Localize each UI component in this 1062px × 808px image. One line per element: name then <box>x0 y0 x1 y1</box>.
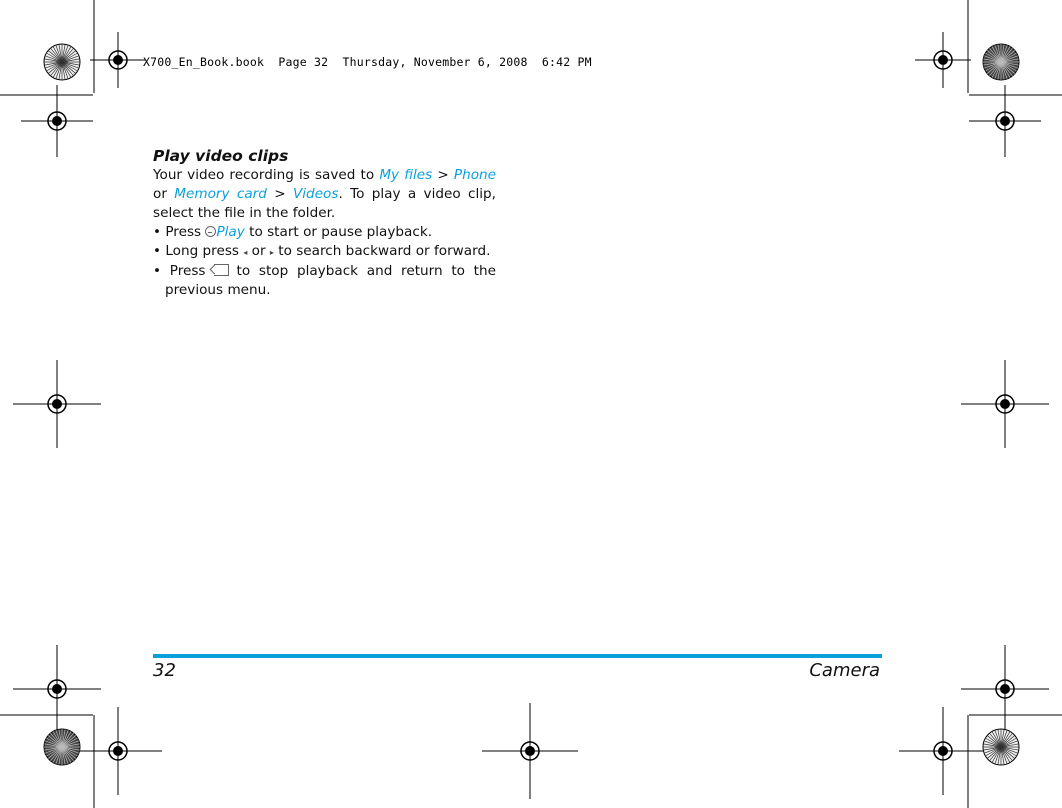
bullet-stop-suffix: to stop playback and return to the previous menu. <box>165 263 496 298</box>
registration-target <box>13 360 101 448</box>
bullet-stop <box>153 262 496 300</box>
registration-target <box>969 85 1041 157</box>
phone-link[interactable]: Phone <box>453 167 496 183</box>
star-target <box>44 44 80 80</box>
footer-accent-bar <box>153 654 882 658</box>
registration-target <box>90 32 146 88</box>
back-key-icon <box>214 264 229 276</box>
registration-target <box>915 32 971 88</box>
videos-link[interactable]: Videos <box>292 186 339 202</box>
bullet-play-prefix: • Press <box>153 224 206 240</box>
registration-target <box>482 703 578 799</box>
bullet-seek-mid: or <box>247 243 270 259</box>
star-target <box>983 44 1019 80</box>
intro-text-3: . To play a video clip, select the file in the folder. <box>153 186 496 221</box>
section-name: Camera <box>809 660 880 681</box>
bullet-play-suffix: to start or pause playback. <box>244 224 433 240</box>
registration-target <box>21 85 93 157</box>
bullet-stop-prefix: • Press <box>153 263 206 279</box>
star-target <box>983 729 1019 765</box>
bullet-seek <box>153 242 496 262</box>
registration-target <box>74 707 162 795</box>
bullet-play <box>153 223 496 242</box>
right-arrow-icon: ▸ <box>269 248 274 257</box>
registration-target <box>13 645 101 733</box>
registration-target <box>961 360 1049 448</box>
memory-card-link[interactable]: Memory card <box>174 186 267 202</box>
bullet-seek-suffix: to search backward or forward. <box>273 243 491 259</box>
intro-paragraph <box>153 166 496 223</box>
play-link[interactable]: Play <box>216 224 245 240</box>
registration-target <box>961 645 1049 733</box>
intro-text-1: Your video recording is saved to <box>153 167 380 183</box>
content-block <box>153 146 496 300</box>
print-header-info: X700_En_Book.book Page 32 Thursday, November 6, 2008 6:42 PM <box>143 55 592 69</box>
left-arrow-icon: ◂ <box>243 248 248 257</box>
intro-text-2: or <box>153 186 175 202</box>
ok-key-icon <box>205 226 216 237</box>
page-number: 32 <box>153 660 176 681</box>
registration-target <box>899 707 987 795</box>
separator-2: > <box>266 186 293 202</box>
separator-1: > <box>432 167 454 183</box>
bullet-seek-prefix: • Long press <box>153 243 244 259</box>
section-title: Play video clips <box>153 147 289 165</box>
my-files-link[interactable]: My files <box>379 167 433 183</box>
star-target <box>44 729 80 765</box>
